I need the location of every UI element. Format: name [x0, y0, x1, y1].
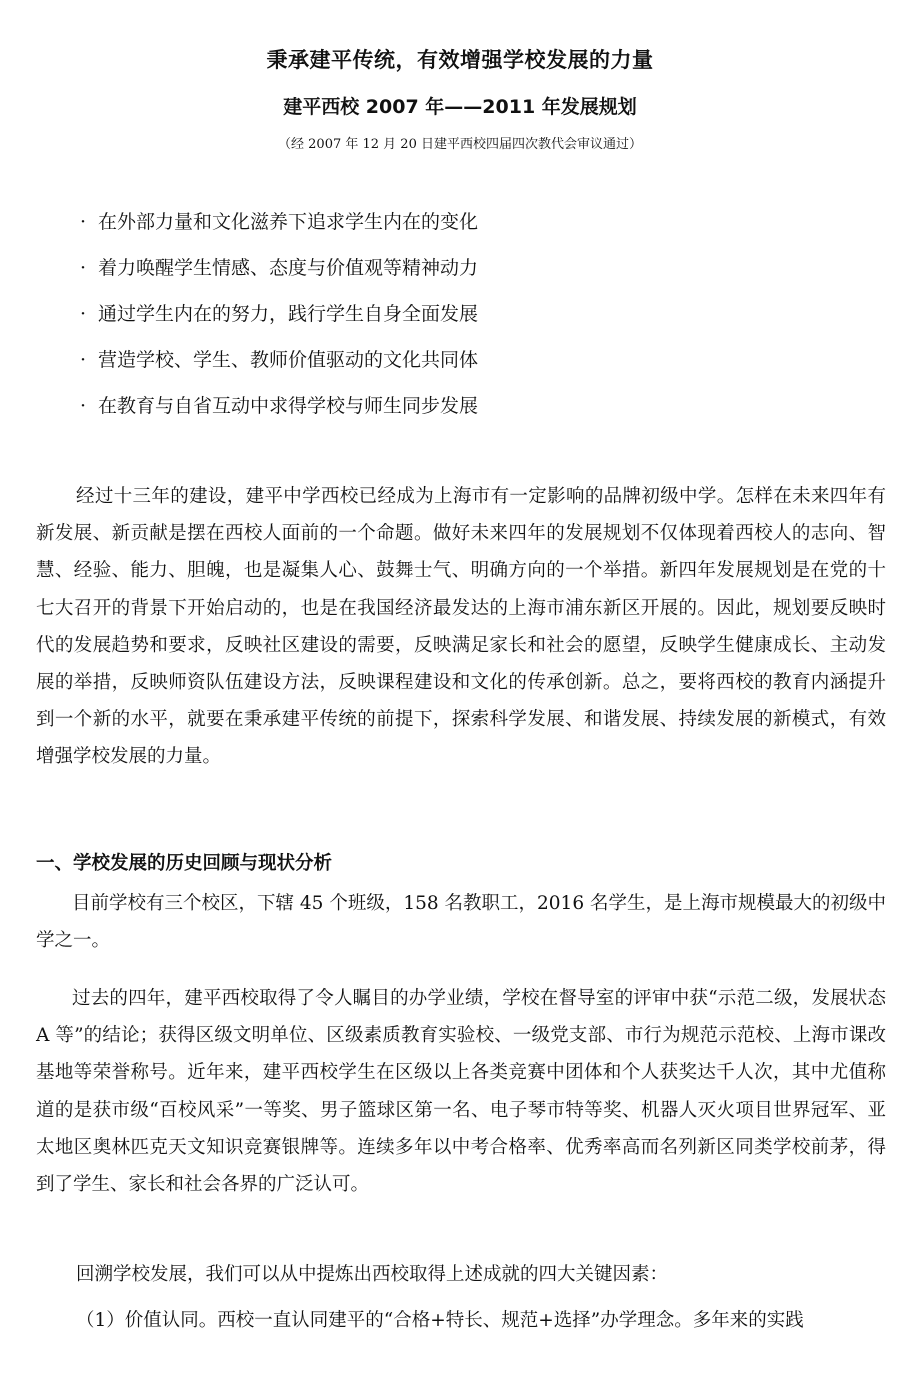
- bullet-dot-icon: ·: [80, 395, 87, 417]
- value-recognition-paragraph: （1）价值认同。西校一直认同建平的“合格+特长、规范+选择”办学理念。多年来的实践: [76, 1310, 804, 1331]
- section-heading: 一、学校发展的历史回顾与现状分析: [36, 853, 333, 874]
- key-factors-intro: 回溯学校发展，我们可以从中提炼出西校取得上述成就的四大关键因素：: [76, 1264, 669, 1285]
- bullet-dot-icon: ·: [80, 211, 87, 233]
- bullet-dot-icon: ·: [80, 257, 87, 279]
- bullet-text: 在教育与自省互动中求得学校与师生同步发展: [98, 395, 479, 417]
- achievements-paragraph: 过去的四年，建平西校取得了令人瞩目的办学业绩，学校在督导室的评审中获“示范二级，发展状态 A 等”的结论；获得区级文明单位、区级素质教育实验校、一级党支部、市行为规范示范校、上海市课改基地等荣誉称号。近年来，建平西校学生在区级以上各类竞赛中团体和个人获奖达千人次，其中尤值称道的是获市级“百校风采”一等奖、男子篮球区第一名、电子琴市特等奖、机器人灭火项目世界冠军、亚太地区奥林匹克天文知识竞赛银牌等。连续多年以中考合格率、优秀率高而名列新区同类学校前茅，得到了学生、家长和社会各界的广泛认可。: [36, 988, 886, 1196]
- motto-bullet-list: [80, 202, 478, 432]
- intro-paragraph: 经过十三年的建设，建平中学西校已经成为上海市有一定影响的品牌初级中学。怎样在未来四年有新发展、新贡献是摆在西校人面前的一个命题。做好未来四年的发展规划不仅体现着西校人的志向、智慧、经验、能力、胆魄，也是凝集人心、鼓舞士气、明确方向的一个举措。新四年发展规划是在党的十七大召开的背景下开始启动的，也是在我国经济最发达的上海市浦东新区开展的。因此，规划要反映时代的发展趋势和要求，反映社区建设的需要，反映满足家长和社会的愿望，反映学生健康成长、主动发展的举措，反映师资队伍建设方法，反映课程建设和文化的传承创新。总之，要将西校的教育内涵提升到一个新的水平，就要在秉承建平传统的前提下，探索科学发展、和谐发展、持续发展的新模式，有效增强学校发展的力量。: [36, 486, 886, 768]
- bullet-item: [80, 248, 478, 294]
- bullet-item: [80, 202, 478, 248]
- school-overview-paragraph: 目前学校有三个校区，下辖 45 个班级，158 名教职工，2016 名学生，是上海市规模最大的初级中学之一。: [36, 893, 886, 952]
- bullet-item: [80, 340, 478, 386]
- document-title: 秉承建平传统，有效增强学校发展的力量: [266, 48, 654, 72]
- bullet-item: [80, 386, 478, 432]
- bullet-item: [80, 294, 478, 340]
- bullet-text: 着力唤醒学生情感、态度与价值观等精神动力: [98, 257, 479, 279]
- bullet-dot-icon: ·: [80, 303, 87, 325]
- bullet-dot-icon: ·: [80, 349, 87, 371]
- document-subtitle: 建平西校 2007 年——2011 年发展规划: [283, 96, 637, 118]
- bullet-text: 在外部力量和文化滋养下追求学生内在的变化: [98, 211, 479, 233]
- bullet-text: 营造学校、学生、教师价值驱动的文化共同体: [98, 349, 479, 371]
- approval-note: （经 2007 年 12 月 20 日建平西校四届四次教代会审议通过）: [278, 137, 642, 152]
- bullet-text: 通过学生内在的努力，践行学生自身全面发展: [98, 303, 479, 325]
